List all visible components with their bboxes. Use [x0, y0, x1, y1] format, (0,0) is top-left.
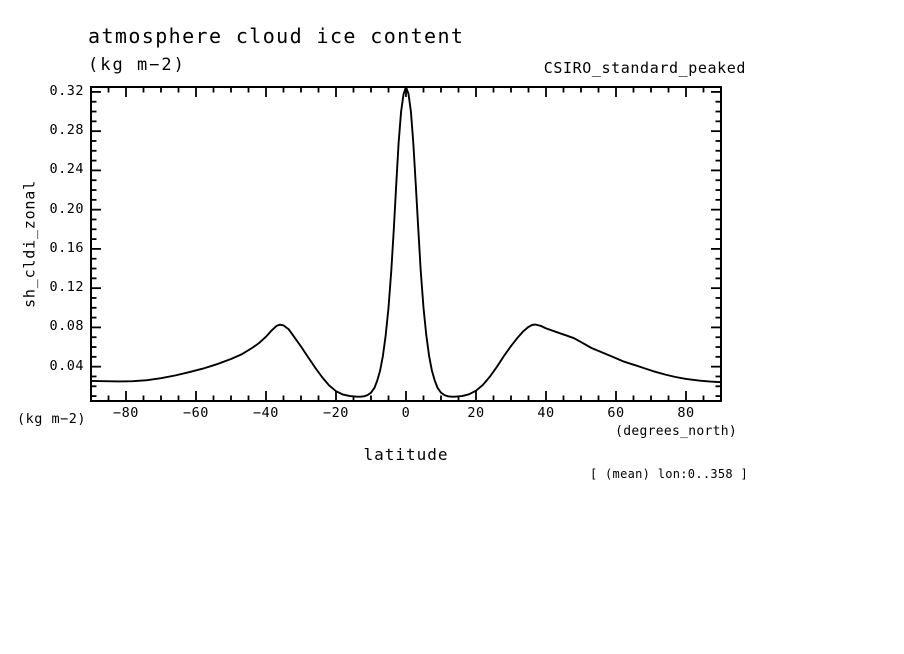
x-tick-label: −60: [183, 405, 209, 421]
mean-transform-annotation: [ (mean) lon:0..358 ]: [589, 467, 748, 481]
x-axis-units-label: (degrees_north): [615, 424, 737, 439]
x-tick-label: 40: [537, 405, 555, 421]
data-curve-sh-cldi-zonal: [91, 87, 721, 397]
y-tick-label: 0.24: [49, 161, 84, 178]
x-tick-label: 0: [401, 405, 411, 421]
x-tick-label: 20: [467, 405, 485, 421]
x-tick-label: 60: [607, 405, 625, 421]
x-tick-label: −20: [323, 405, 349, 421]
y-axis-title: sh_cldi_zonal: [20, 180, 39, 308]
x-tick-label: 80: [677, 405, 695, 421]
y-tick-label: 0.12: [49, 279, 84, 296]
chart-title: atmosphere cloud ice content: [88, 24, 465, 48]
plot-frame: [91, 87, 721, 401]
x-tick-label: −80: [113, 405, 139, 421]
x-axis-title: latitude: [363, 445, 449, 464]
x-tick-label: −40: [253, 405, 279, 421]
y-tick-label: 0.16: [49, 239, 84, 256]
dataset-run-label: CSIRO_standard_peaked: [543, 59, 746, 77]
y-axis-units-label: (kg m−2): [17, 411, 87, 427]
y-tick-label: 0.04: [49, 357, 84, 374]
y-tick-label: 0.08: [49, 318, 84, 335]
chart-subtitle-units: (kg m−2): [88, 55, 186, 75]
y-tick-label: 0.28: [49, 122, 84, 139]
y-tick-label: 0.32: [49, 82, 84, 99]
y-tick-label: 0.20: [49, 200, 84, 217]
